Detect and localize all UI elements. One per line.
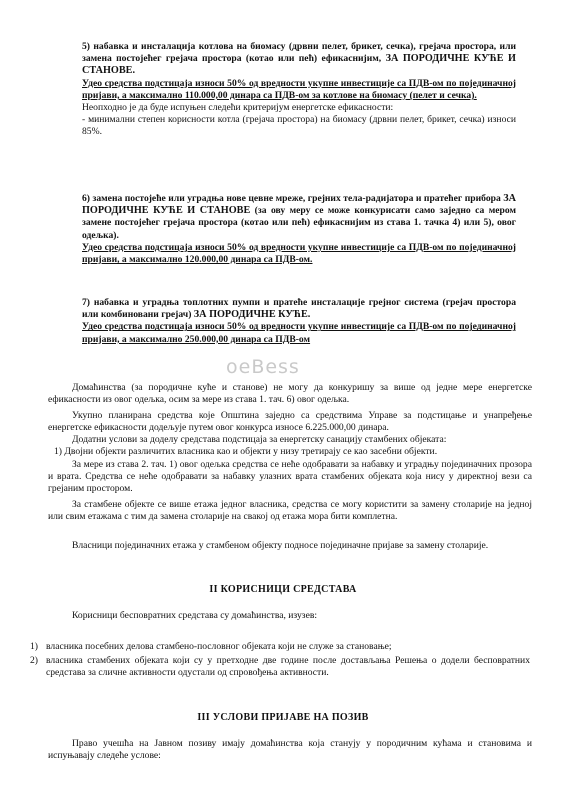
section-7-title — [82, 297, 516, 321]
section-5-subsidy: Удео средства подстицаја износи 50% од вредности укупне инвестиције са ПДВ-ом по појединачној пријави, а максимално 110.000,00 динара са ПДВ-ом за котлове на биомасу (пелет и сечка). — [82, 77, 516, 101]
heading-beneficiaries: II КОРИСНИЦИ СРЕДСТАВА — [209, 584, 357, 595]
paragraph-budget: Укупно планирана средства које Општина заједно са средствима Управе за подстицање и унапређење енергетске ефикасности додељује путем овог конкурса износе 6.225.000,00 динара. — [48, 410, 532, 434]
section-6-lead-caps: ЗА ПОРОДИЧНЕ КУЋЕ И СТАНОВЕ — [82, 193, 516, 217]
paragraph-additional-conditions: Додатни услови за доделу средстава подстицаја за енергетску санацију стамбених објеката: — [72, 434, 447, 445]
section-5-requirement-item: - минимални степен корисности котла (грејача простора) на биомасу (дрвни пелет, брикет, сечка) износи 85%. — [82, 114, 516, 138]
users-item-2 — [30, 655, 530, 680]
section-5-lead-caps: ЗА ПОРОДИЧНЕ КУЋЕ И СТАНОВЕ. — [82, 53, 516, 77]
section-6-title — [82, 193, 516, 242]
heading-application-conditions: III УСЛОВИ ПРИЈАВЕ НА ПОЗИВ — [197, 712, 369, 723]
section-5-title — [82, 41, 516, 78]
paragraph-participation: Право учешћа на Јавном позиву имају домаћинства која станују у породичним кућама и становима и испуњавају следеће услове: — [48, 738, 532, 762]
users-item-1-text: власника посебних делова стамбено-пословног објеката који не служе за становање; — [46, 641, 392, 652]
users-item-2-text: власника стамбених објеката који су у претходне две године после достављања Решења о додели бесповратних средстава за сличне активности одустали од спровођења активности. — [46, 655, 530, 679]
paragraph-condition-1: 1) Двојни објекти различитих власника као и објекти у низу третирају се као засебни објекти. — [54, 446, 438, 457]
paragraph-windows: За мере из става 2. тач. 1) овог одељка средства се неће одобравати за набавку и уградњу појединачних прозора и врата. Средства се неће одобравати за набавку улазних врата стамбених објеката која нису у директној вези са грејаним простором. — [48, 459, 532, 495]
users-item-1-number: 1) — [30, 641, 38, 652]
section-6-lead: 6) замена постојеће или уградња нове цевне мреже, грејних тела-радијатора и пратећег прибора — [82, 193, 504, 204]
section-5-requirement-intro: Неопходно је да буде испуњен следећи критеријум енергетске ефикасности: — [82, 102, 394, 114]
section-6-subsidy: Удео средства подстицаја износи 50% од вредности укупне инвестиције са ПДВ-ом по појединачној пријави, а максимално 120.000,00 динара са ПДВ-ом. — [82, 241, 516, 266]
paragraph-eligibility: Домаћинства (за породичне куће и станове) не могу да конкуришу за више од једне мере енергетске ефикасности из овог одељка, осим за мере из става 1. тач. 6) овог одељка. — [48, 382, 532, 406]
section-6-lead-rest: (за ову меру се може конкурисати само заједно са мером замене постојећег грејача простора (котао или пећ) ефикаснијим из става 1. тачка 4) или 5), овог одељка). — [82, 205, 516, 241]
users-intro: Корисници бесповратних средстава су домаћинства, изузев: — [72, 610, 318, 621]
section-7-lead-caps: ЗА ПОРОДИЧНЕ КУЋЕ. — [193, 309, 311, 321]
section-7-subsidy: Удео средства подстицаја износи 50% од вредности укупне инвестиције са ПДВ-ом по појединачној пријави, а максимално 250.000,00 динара са ПДВ-ом — [82, 321, 516, 345]
paragraph-floors: За стамбене објекте се више етажа једног власника, средства се могу користити за замену столарије на једној или свим етажама с тим да замена столарије на свакој од етажа мора бити комплетна. — [48, 499, 532, 523]
section-7-lead: 7) набавка и уградња топлотних пумпи и пратеће инсталације грејног система (грејач простора или комбиновани грејач) — [82, 297, 516, 321]
users-item-2-number: 2) — [30, 655, 38, 666]
section-6 — [82, 193, 516, 266]
section-7 — [82, 297, 516, 346]
section-5 — [82, 41, 516, 139]
paragraph-owners: Власници појединачних етажа у стамбеном објекту подносе појединачне пријаве за замену столарије. — [72, 540, 489, 551]
section-5-lead: 5) набавка и инсталација котлова на биомасу (дрвни пелет, брикет, сечка), грејача простора, или замена постојећег грејача простора (котао или пећ) ефикаснијим, — [82, 41, 516, 65]
users-item-1 — [30, 641, 530, 653]
watermark-logo: oeBess — [226, 356, 300, 378]
